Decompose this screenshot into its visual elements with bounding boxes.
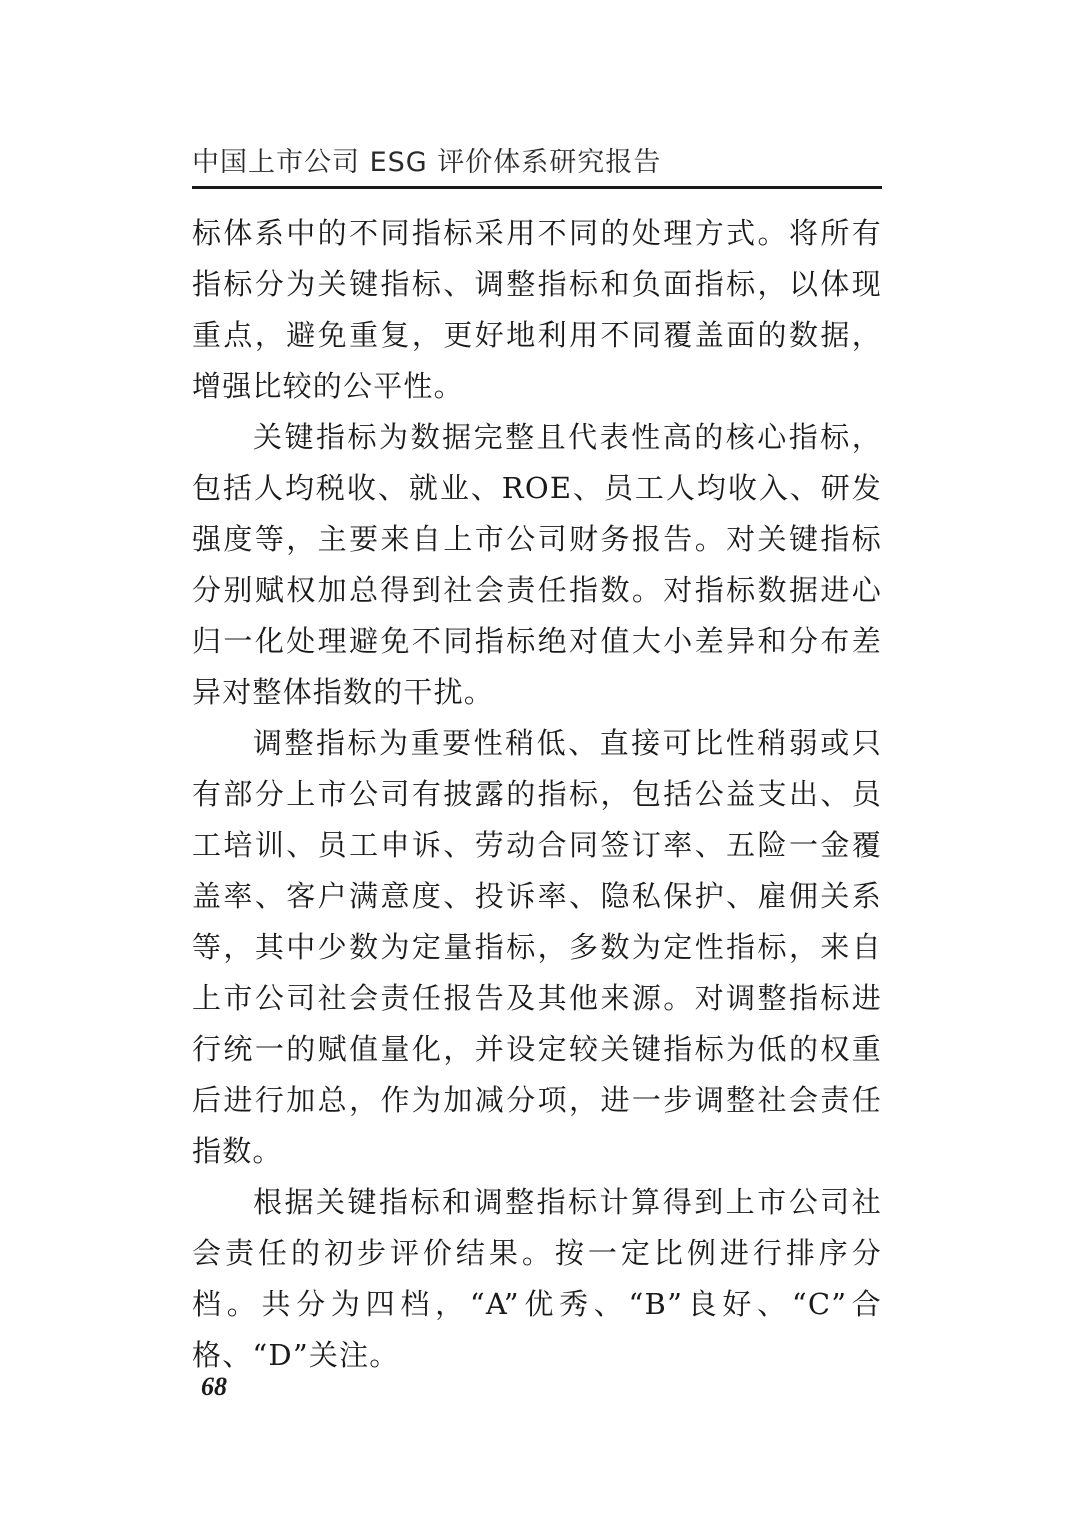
header-divider [192, 186, 882, 189]
paragraph-key-indicators: 关键指标为数据完整且代表性高的核心指标，包括人均税收、就业、ROE、员工人均收入、研发强度等，主要来自上市公司财务报告。对关键指标分别赋权加总得到社会责任指数。对指标数据进心归一化处理避免不同指标绝对值大小差异和分布差异对整体指数的干扰。 [192, 420, 882, 709]
paragraph-continuation: 标体系中的不同指标采用不同的处理方式。将所有指标分为关键指标、调整指标和负面指标，以体现重点，避免重复，更好地利用不同覆盖面的数据，增强比较的公平性。 [192, 216, 882, 403]
running-header-title: 中国上市公司 ESG 评价体系研究报告 [192, 147, 662, 178]
paragraph-adjustment-indicators: 调整指标为重要性稍低、直接可比性稍弱或只有部分上市公司有披露的指标，包括公益支出、员工培训、员工申诉、劳动合同签订率、五险一金覆盖率、客户满意度、投诉率、隐私保护、雇佣关系等，其中少数为定量指标，多数为定性指标，来自上市公司社会责任报告及其他来源。对调整指标进行统一的赋值量化，并设定较关键指标为低的权重后进行加总，作为加减分项，进一步调整社会责任指数。 [192, 726, 882, 1168]
body-text [192, 208, 882, 1381]
page-number: 68 [201, 1372, 227, 1401]
paragraph-rating-grades: 根据关键指标和调整指标计算得到上市公司社会责任的初步评价结果。按一定比例进行排序分档。共分为四档，“A”优秀、“B”良好、“C”合格、“D”关注。 [192, 1185, 882, 1372]
